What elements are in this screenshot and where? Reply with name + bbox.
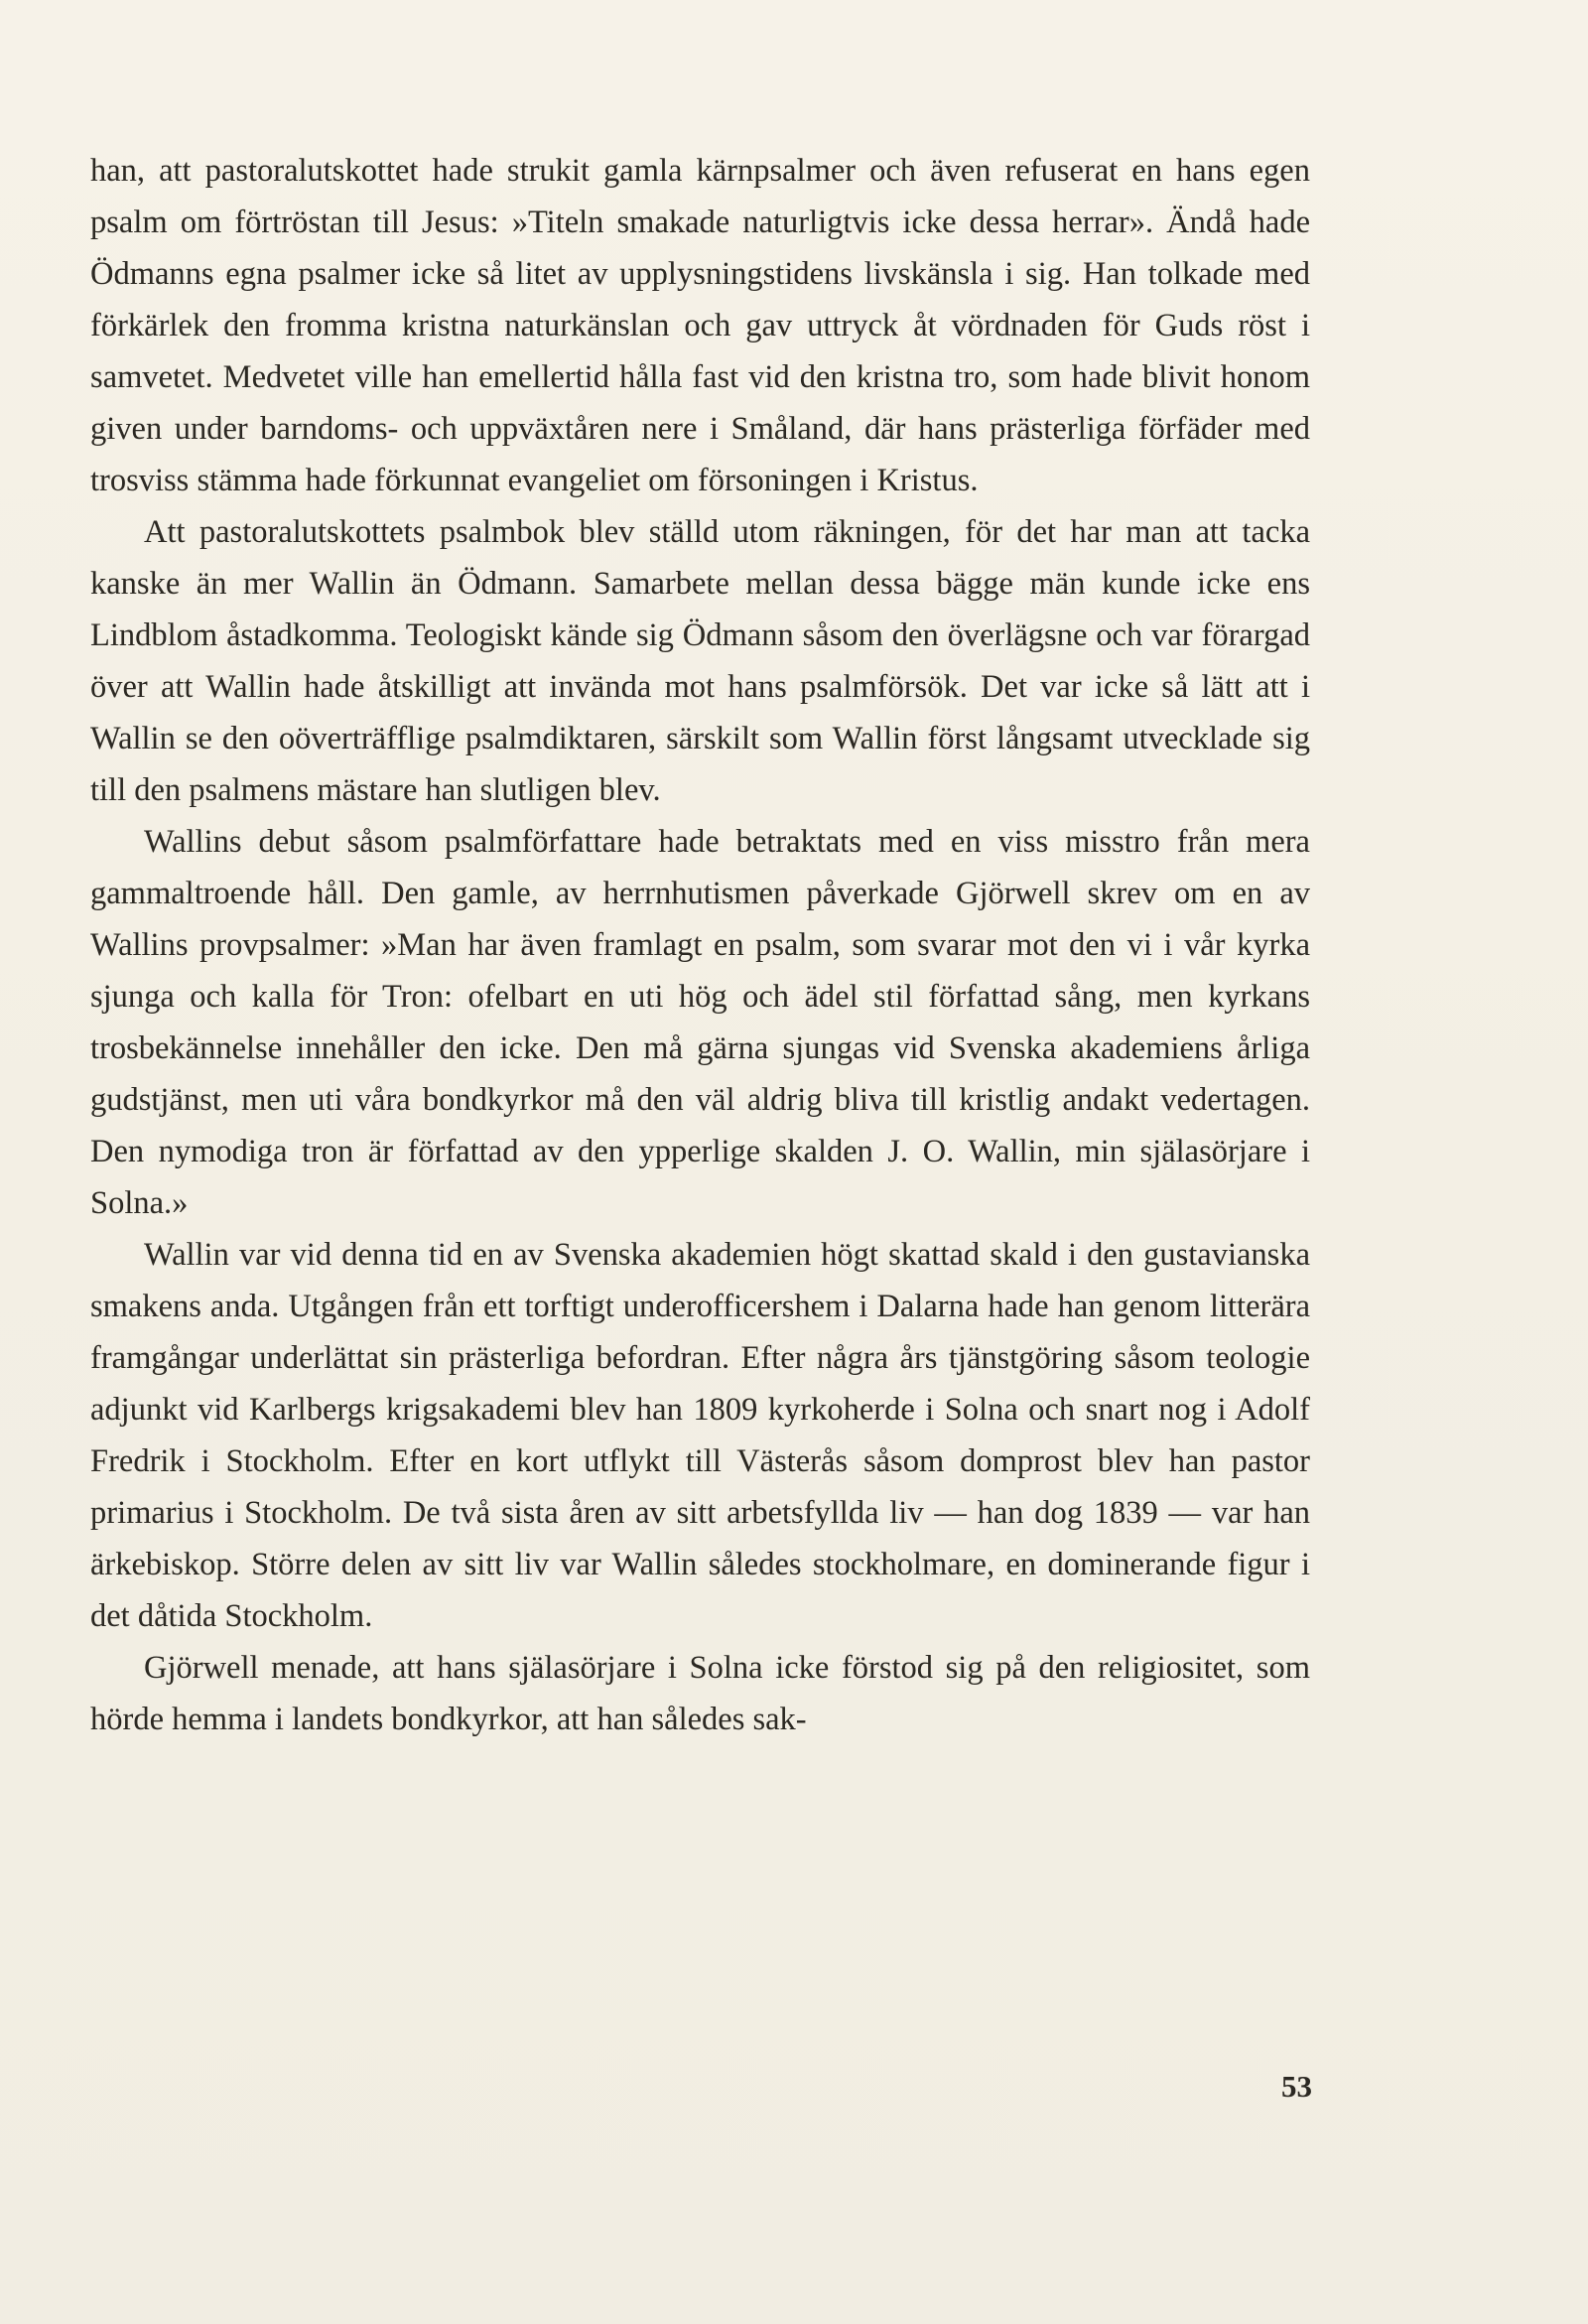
paragraph-4: Wallin var vid denna tid en av Svenska akademien högt skattad skald i den gustavianska smakens anda. Utgången från ett torftigt underofficershem i Dalarna hade han genom litterära framgångar underlättat sin prästerliga befordran. Efter några års tjänstgöring såsom teologie adjunkt vid Karlbergs krigsakademi blev han 1809 kyrkoherde i Solna och snart nog i Adolf Fredrik i Stockholm. Efter en kort utflykt till Västerås såsom domprost blev han pastor primarius i Stockholm. De två sista åren av sitt arbetsfyllda liv — han dog 1839 — var han ärkebiskop. Större delen av sitt liv var Wallin således stockholmare, en dominerande figur i det dåtida Stockholm. xyxy=(90,1237,1310,1634)
body-text xyxy=(90,145,1310,1745)
paragraph-5: Gjörwell menade, att hans själasörjare i Solna icke förstod sig på den religiositet, som hörde hemma i landets bondkyrkor, att han således sak- xyxy=(90,1650,1310,1737)
paragraph-2: Att pastoralutskottets psalmbok blev ställd utom räkningen, för det har man att tacka kanske än mer Wallin än Ödmann. Samarbete mellan dessa bägge män kunde icke ens Lindblom åstadkomma. Teologiskt kände sig Ödmann såsom den överlägsne och var förargad över att Wallin hade åtskilligt att invända mot hans psalmförsök. Det var icke så lätt att i Wallin se den oöverträfflige psalmdiktaren, särskilt som Wallin först långsamt utvecklade sig till den psalmens mästare han slutligen blev. xyxy=(90,514,1310,808)
paragraph-1: han, att pastoralutskottet hade strukit gamla kärnpsalmer och även refuserat en hans egen psalm om förtröstan till Jesus: »Titeln smakade naturligtvis icke dessa herrar». Ändå hade Ödmanns egna psalmer icke så litet av upplysningstidens livskänsla i sig. Han tolkade med förkärlek den fromma kristna naturkänslan och gav uttryck åt vördnaden för Guds röst i samvetet. Medvetet ville han emellertid hålla fast vid den kristna tro, som hade blivit honom given under barndoms- och uppväxtåren nere i Småland, där hans prästerliga förfäder med trosviss stämma hade förkunnat evangeliet om försoningen i Kristus. xyxy=(90,153,1310,498)
page-number: 53 xyxy=(1281,2069,1312,2104)
paragraph-3: Wallins debut såsom psalmförfattare hade betraktats med en viss misstro från mera gammaltroende håll. Den gamle, av herrnhutismen påverkade Gjörwell skrev om en av Wallins provpsalmer: »Man har även framlagt en psalm, som svarar mot den vi i vår kyrka sjunga och kalla för Tron: ofelbart en uti hög och ädel stil författad sång, men kyrkans trosbekännelse innehåller den icke. Den må gärna sjungas vid Svenska akademiens årliga gudstjänst, men uti våra bondkyrkor må den väl aldrig bliva till kristlig andakt vedertagen. Den nymodiga tron är författad av den ypperlige skalden J. O. Wallin, min själasörjare i Solna.» xyxy=(90,824,1310,1221)
